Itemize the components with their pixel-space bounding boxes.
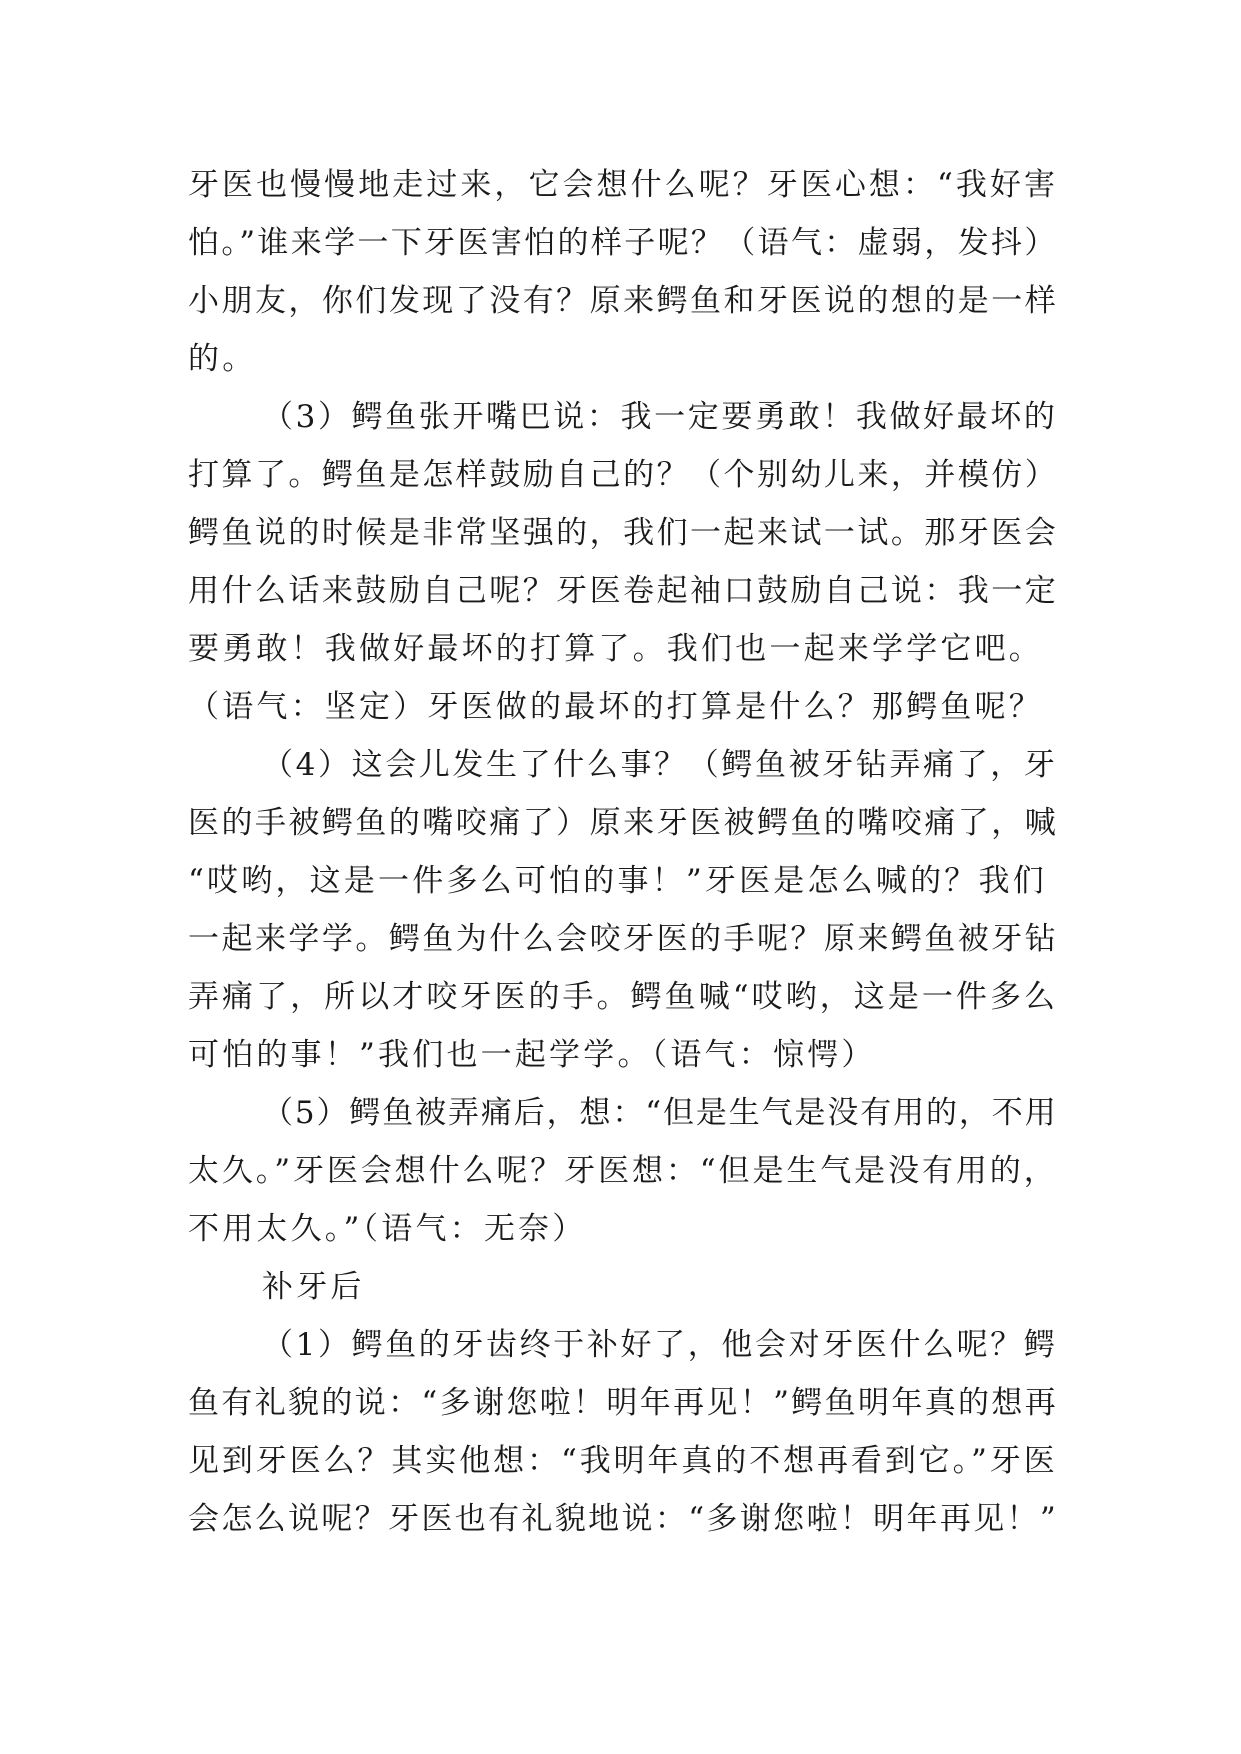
text-line: 见到牙医么？其实他想：“我明年真的不想再看到它。”牙医 — [188, 1443, 1058, 1479]
text-line: 可怕的事！”我们也一起学学。（语气：惊愕） — [188, 1037, 876, 1073]
text-line: （5）鳄鱼被弄痛后，想：“但是生气是没有用的，不用 — [262, 1095, 1058, 1131]
text-line: （语气：坚定）牙医做的最坏的打算是什么？那鳄鱼呢？ — [188, 689, 1043, 725]
text-line: 不用太久。”（语气：无奈） — [188, 1211, 587, 1247]
text-line: （1）鳄鱼的牙齿终于补好了，他会对牙医什么呢？鳄 — [262, 1327, 1058, 1363]
text-line: 医的手被鳄鱼的嘴咬痛了）原来牙医被鳄鱼的嘴咬痛了，喊 — [188, 805, 1059, 841]
document-body — [188, 156, 1058, 1548]
text-line: 的。 — [188, 341, 257, 377]
text-line: 补牙后 — [262, 1269, 365, 1305]
text-line: 鳄鱼说的时候是非常坚强的，我们一起来试一试。那牙医会 — [188, 515, 1059, 551]
text-line: 弄痛了，所以才咬牙医的手。鳄鱼喊“哎哟，这是一件多么 — [188, 979, 1059, 1015]
text-line: 会怎么说呢？牙医也有礼貌地说：“多谢您啦！明年再见！” — [188, 1501, 1059, 1537]
text-line: 一起来学学。鳄鱼为什么会咬牙医的手呢？原来鳄鱼被牙钻 — [188, 921, 1059, 957]
text-line: 鱼有礼貌的说：“多谢您啦！明年再见！”鳄鱼明年真的想再 — [188, 1385, 1059, 1421]
text-line: （4）这会儿发生了什么事？（鳄鱼被牙钻弄痛了，牙 — [262, 747, 1058, 783]
text-line: 牙医也慢慢地走过来，它会想什么呢？牙医心想：“我好害 — [188, 167, 1059, 203]
text-line: 用什么话来鼓励自己呢？牙医卷起袖口鼓励自己说：我一定 — [188, 573, 1059, 609]
text-line: 小朋友，你们发现了没有？原来鳄鱼和牙医说的想的是一样 — [188, 283, 1059, 319]
text-line: （3）鳄鱼张开嘴巴说：我一定要勇敢！我做好最坏的 — [262, 399, 1058, 435]
text-line: 打算了。鳄鱼是怎样鼓励自己的？（个别幼儿来，并模仿） — [188, 457, 1059, 493]
text-line: 太久。”牙医会想什么呢？牙医想：“但是生气是没有用的， — [188, 1153, 1058, 1189]
text-line: 要勇敢！我做好最坏的打算了。我们也一起来学学它吧。 — [188, 631, 1043, 667]
text-line: 怕。”谁来学一下牙医害怕的样子呢？（语气：虚弱，发抖） — [188, 225, 1058, 261]
text-line: “哎哟，这是一件多么可怕的事！”牙医是怎么喊的？我们 — [188, 863, 1047, 899]
